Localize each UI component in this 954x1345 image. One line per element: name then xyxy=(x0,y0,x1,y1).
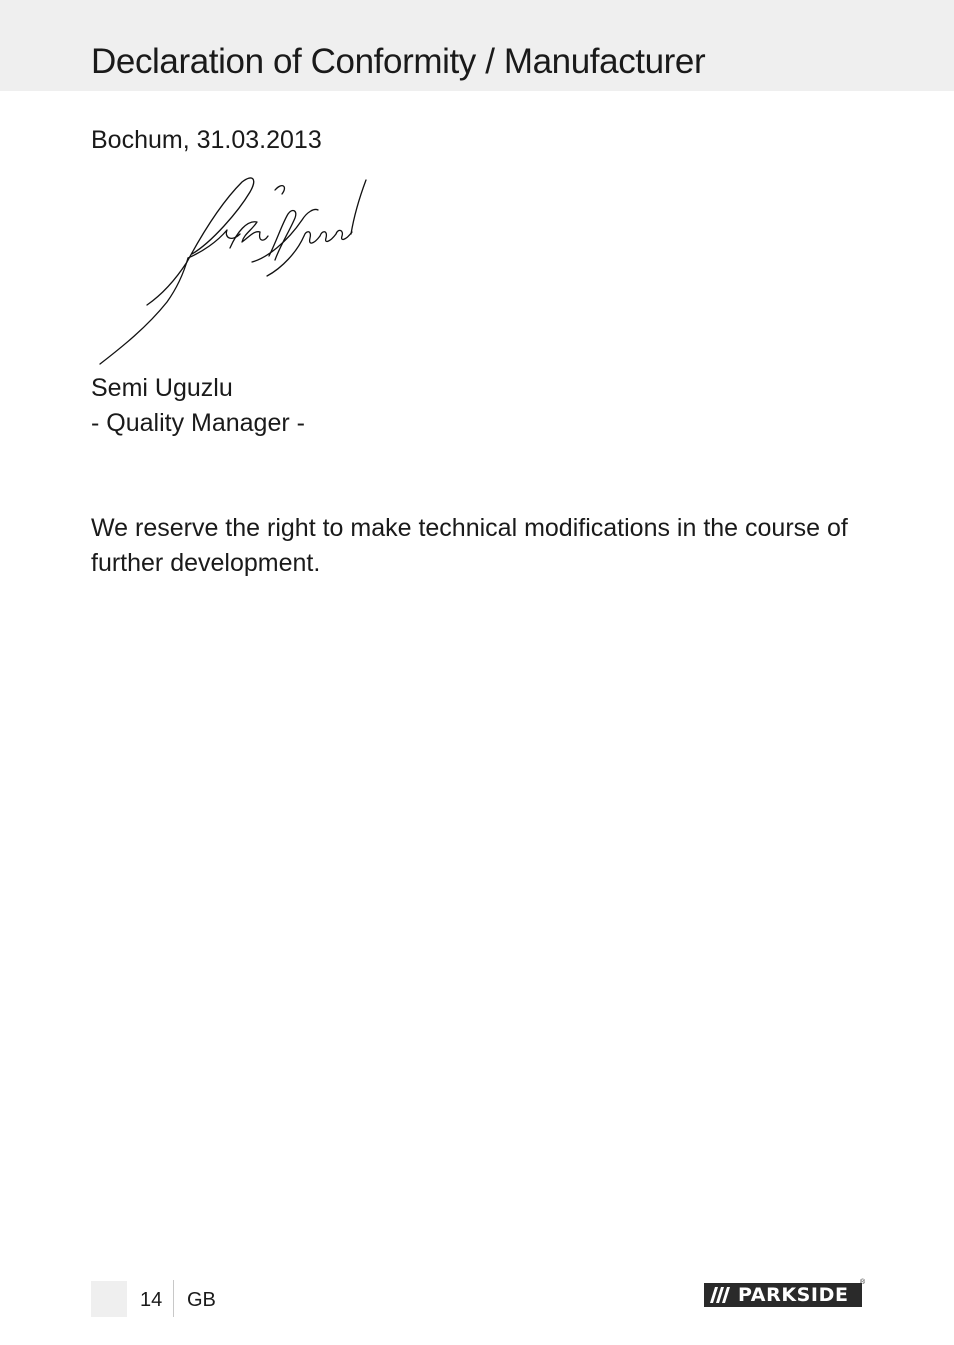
footer-marker-box xyxy=(91,1281,127,1317)
modification-notice: We reserve the right to make technical modifications in the course of further development. xyxy=(91,514,848,577)
place-date: Bochum, 31.03.2013 xyxy=(91,126,322,154)
signatory-block xyxy=(91,371,305,441)
signature-icon xyxy=(92,172,377,372)
page-title: Declaration of Conformity / Manufacturer xyxy=(91,42,706,81)
language-code: GB xyxy=(187,1289,216,1311)
slashes-icon xyxy=(704,1283,734,1307)
registered-mark: ® xyxy=(860,1279,866,1286)
footer-divider xyxy=(173,1280,174,1317)
brand-name: PARKSIDE xyxy=(738,1284,849,1306)
signatory-role: - Quality Manager - xyxy=(91,409,305,437)
page-number: 14 xyxy=(140,1289,163,1311)
parkside-logo xyxy=(704,1283,862,1307)
signatory-name: Semi Uguzlu xyxy=(91,374,233,402)
